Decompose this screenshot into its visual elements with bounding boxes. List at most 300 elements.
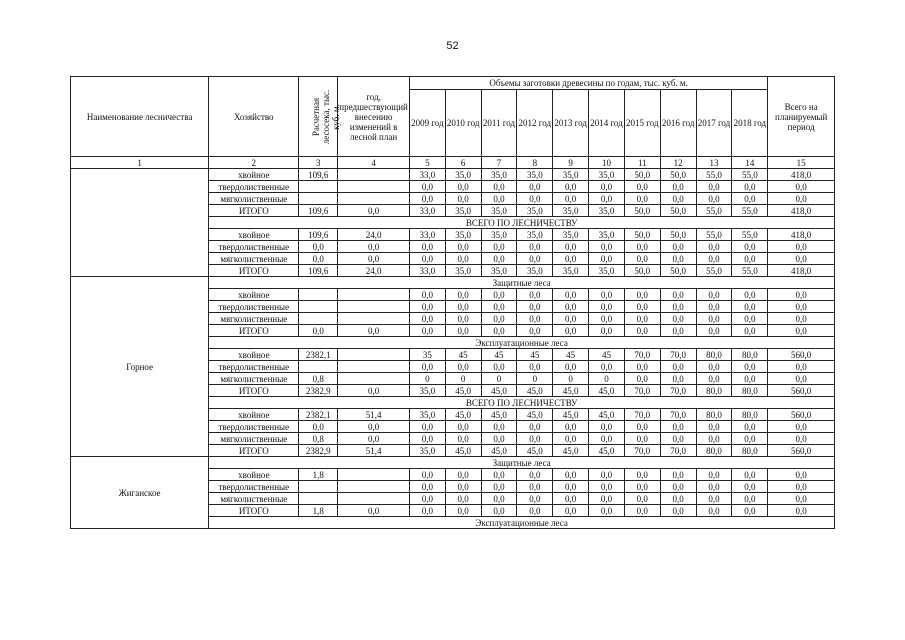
header-row-1 [71, 77, 835, 90]
year-value: 55,0 [696, 265, 732, 277]
year-value: 0,0 [517, 241, 553, 253]
species-label: твердолиственные [209, 481, 299, 493]
total-value: 0,0 [768, 373, 835, 385]
prior-year-value [338, 493, 410, 505]
total-value: 418,0 [768, 169, 835, 181]
year-value: 0,0 [624, 253, 660, 265]
year-value: 0,0 [517, 433, 553, 445]
year-value: 0,0 [481, 301, 517, 313]
year-value: 0 [409, 373, 445, 385]
year-value: 0,0 [445, 493, 481, 505]
year-value: 0,0 [481, 433, 517, 445]
year-value: 35,0 [445, 169, 481, 181]
prior-year-value: 51,4 [338, 409, 410, 421]
year-value: 0,0 [481, 313, 517, 325]
year-value: 0,0 [481, 505, 517, 517]
year-value: 0,0 [589, 241, 625, 253]
year-value: 0,0 [660, 289, 696, 301]
allowable-cut-value: 109,6 [299, 229, 338, 241]
year-value: 0,0 [589, 421, 625, 433]
year-value: 0,0 [445, 241, 481, 253]
year-value: 0,0 [696, 361, 732, 373]
total-value: 560,0 [768, 385, 835, 397]
year-value: 0 [589, 373, 625, 385]
total-value: 0,0 [768, 505, 835, 517]
year-value: 0,0 [589, 481, 625, 493]
year-value: 45,0 [553, 445, 589, 457]
year-value: 0,0 [445, 421, 481, 433]
year-value: 0,0 [624, 469, 660, 481]
year-value: 0,0 [553, 493, 589, 505]
total-value: 0,0 [768, 361, 835, 373]
prior-year-value [338, 289, 410, 301]
species-label: мягколиственные [209, 253, 299, 265]
header-year-8: 2016 год [660, 90, 696, 157]
year-value: 35,0 [553, 265, 589, 277]
year-value: 0,0 [445, 433, 481, 445]
total-value: 0,0 [768, 253, 835, 265]
column-number: 12 [660, 157, 696, 169]
year-value: 35,0 [409, 409, 445, 421]
prior-year-value [338, 301, 410, 313]
year-value: 0,0 [732, 193, 768, 205]
prior-year-value: 0,0 [338, 205, 410, 217]
year-value: 0,0 [624, 289, 660, 301]
allowable-cut-value [299, 361, 338, 373]
section-title: Эксплуатационные леса [209, 517, 835, 529]
year-value: 70,0 [624, 349, 660, 361]
year-value: 35,0 [517, 229, 553, 241]
species-label: мягколиственные [209, 313, 299, 325]
year-value: 0,0 [445, 301, 481, 313]
allowable-cut-value: 109,6 [299, 169, 338, 181]
allowable-cut-value [299, 181, 338, 193]
section-title: Защитные леса [209, 277, 835, 289]
prior-year-value: 0,0 [338, 433, 410, 445]
forestry-name: Жиганское [71, 457, 209, 529]
year-value: 0,0 [589, 505, 625, 517]
year-value: 0,0 [553, 421, 589, 433]
year-value: 0,0 [696, 193, 732, 205]
year-value: 0,0 [660, 481, 696, 493]
allowable-cut-value: 0,0 [299, 241, 338, 253]
year-value: 0,0 [624, 433, 660, 445]
species-label: мягколиственные [209, 433, 299, 445]
year-value: 0,0 [589, 181, 625, 193]
year-value: 0,0 [696, 289, 732, 301]
prior-year-value: 0,0 [338, 421, 410, 433]
year-value: 0,0 [732, 313, 768, 325]
section-title: Защитные леса [209, 457, 835, 469]
forestry-name [71, 169, 209, 277]
year-value: 0,0 [409, 253, 445, 265]
prior-year-value [338, 313, 410, 325]
year-value: 45,0 [481, 385, 517, 397]
year-value: 70,0 [624, 445, 660, 457]
allowable-cut-value: 1,8 [299, 469, 338, 481]
year-value: 80,0 [732, 445, 768, 457]
year-value: 0,0 [732, 241, 768, 253]
year-value: 0,0 [660, 193, 696, 205]
year-value: 33,0 [409, 205, 445, 217]
year-value: 0,0 [660, 361, 696, 373]
page-number: 52 [446, 40, 459, 52]
total-value: 0,0 [768, 421, 835, 433]
year-value: 35,0 [481, 205, 517, 217]
year-value: 0,0 [409, 313, 445, 325]
year-value: 0,0 [732, 361, 768, 373]
allowable-cut-value: 109,6 [299, 205, 338, 217]
total-value: 418,0 [768, 265, 835, 277]
year-value: 0,0 [660, 181, 696, 193]
allowable-cut-value [299, 193, 338, 205]
species-label: ИТОГО [209, 205, 299, 217]
year-value: 0,0 [732, 469, 768, 481]
year-value: 0,0 [409, 361, 445, 373]
year-value: 45 [553, 349, 589, 361]
year-value: 35,0 [481, 265, 517, 277]
prior-year-value [338, 361, 410, 373]
column-number: 15 [768, 157, 835, 169]
year-value: 0,0 [409, 181, 445, 193]
year-value: 35,0 [589, 205, 625, 217]
header-year-1: 2009 год [409, 90, 445, 157]
year-value: 50,0 [660, 169, 696, 181]
allowable-cut-value: 0,0 [299, 325, 338, 337]
year-value: 55,0 [732, 265, 768, 277]
total-value: 0,0 [768, 181, 835, 193]
header-volumes-group: Объемы заготовки древесины по годам, тыс. куб. м. [409, 77, 767, 90]
year-value: 50,0 [660, 205, 696, 217]
year-value: 0,0 [624, 325, 660, 337]
year-value: 0,0 [732, 289, 768, 301]
year-value: 0,0 [445, 193, 481, 205]
total-value: 0,0 [768, 301, 835, 313]
species-label: хвойное [209, 169, 299, 181]
year-value: 0,0 [696, 301, 732, 313]
year-value: 0,0 [445, 505, 481, 517]
year-value: 0,0 [553, 181, 589, 193]
year-value: 80,0 [696, 409, 732, 421]
column-number: 11 [624, 157, 660, 169]
year-value: 0,0 [696, 325, 732, 337]
column-number: 14 [732, 157, 768, 169]
year-value: 0,0 [517, 469, 553, 481]
year-value: 0,0 [553, 301, 589, 313]
year-value: 0,0 [696, 421, 732, 433]
year-value: 0,0 [481, 181, 517, 193]
table-row [71, 169, 835, 181]
header-year-3: 2011 год [481, 90, 517, 157]
year-value: 35,0 [517, 169, 553, 181]
total-value: 0,0 [768, 433, 835, 445]
year-value: 55,0 [696, 205, 732, 217]
column-number: 9 [553, 157, 589, 169]
section-row [71, 457, 835, 469]
year-value: 0,0 [517, 289, 553, 301]
year-value: 0,0 [553, 193, 589, 205]
section-title: Эксплуатационные леса [209, 337, 835, 349]
species-label: мягколиственные [209, 193, 299, 205]
year-value: 0,0 [445, 253, 481, 265]
year-value: 70,0 [660, 445, 696, 457]
prior-year-value: 0,0 [338, 253, 410, 265]
year-value: 0,0 [553, 469, 589, 481]
year-value: 0,0 [660, 253, 696, 265]
prior-year-value: 0,0 [338, 505, 410, 517]
year-value: 35,0 [553, 169, 589, 181]
species-label: ИТОГО [209, 385, 299, 397]
year-value: 0,0 [589, 469, 625, 481]
year-value: 33,0 [409, 265, 445, 277]
year-value: 0,0 [445, 325, 481, 337]
allowable-cut-value: 0,0 [299, 421, 338, 433]
total-value: 0,0 [768, 325, 835, 337]
column-number: 3 [299, 157, 338, 169]
year-value: 35,0 [553, 229, 589, 241]
year-value: 35 [409, 349, 445, 361]
allowable-cut-value: 2382,9 [299, 445, 338, 457]
year-value: 45 [589, 349, 625, 361]
year-value: 0,0 [624, 361, 660, 373]
year-value: 0,0 [660, 493, 696, 505]
year-value: 0,0 [553, 253, 589, 265]
year-value: 0,0 [660, 241, 696, 253]
prior-year-value [338, 469, 410, 481]
year-value: 0,0 [553, 313, 589, 325]
year-value: 45,0 [481, 445, 517, 457]
year-value: 0,0 [409, 481, 445, 493]
year-value: 0,0 [517, 421, 553, 433]
year-value: 50,0 [624, 169, 660, 181]
year-value: 45,0 [517, 385, 553, 397]
species-label: ИТОГО [209, 265, 299, 277]
allowable-cut-value: 0,8 [299, 433, 338, 445]
column-number: 7 [481, 157, 517, 169]
year-value: 80,0 [732, 385, 768, 397]
year-value: 0,0 [409, 469, 445, 481]
prior-year-value [338, 349, 410, 361]
total-value: 0,0 [768, 493, 835, 505]
year-value: 0,0 [409, 505, 445, 517]
year-value: 0,0 [517, 493, 553, 505]
header-year-2: 2010 год [445, 90, 481, 157]
year-value: 45,0 [445, 409, 481, 421]
year-value: 70,0 [660, 349, 696, 361]
year-value: 80,0 [732, 349, 768, 361]
header-forestry: Наименование лесничества [71, 77, 209, 157]
year-value: 35,0 [445, 205, 481, 217]
total-value: 0,0 [768, 289, 835, 301]
year-value: 0,0 [445, 313, 481, 325]
species-label: твердолиственные [209, 241, 299, 253]
header-year-5: 2013 год [553, 90, 589, 157]
year-value: 0,0 [660, 313, 696, 325]
year-value: 0,0 [481, 361, 517, 373]
year-value: 45,0 [553, 385, 589, 397]
species-label: твердолиственные [209, 181, 299, 193]
year-value: 33,0 [409, 169, 445, 181]
year-value: 0,0 [553, 505, 589, 517]
year-value: 45,0 [589, 409, 625, 421]
year-value: 35,0 [481, 169, 517, 181]
year-value: 0,0 [517, 181, 553, 193]
prior-year-value: 0,0 [338, 241, 410, 253]
year-value: 50,0 [660, 229, 696, 241]
year-value: 50,0 [624, 205, 660, 217]
species-label: хвойное [209, 349, 299, 361]
year-value: 35,0 [445, 229, 481, 241]
allowable-cut-value [299, 481, 338, 493]
column-number: 8 [517, 157, 553, 169]
total-value: 560,0 [768, 349, 835, 361]
year-value: 35,0 [445, 265, 481, 277]
year-value: 0,0 [660, 469, 696, 481]
year-value: 55,0 [696, 169, 732, 181]
allowable-cut-value [299, 289, 338, 301]
year-value: 70,0 [660, 409, 696, 421]
year-value: 45 [445, 349, 481, 361]
year-value: 35,0 [589, 229, 625, 241]
species-label: мягколиственные [209, 373, 299, 385]
prior-year-value [338, 181, 410, 193]
year-value: 0,0 [589, 325, 625, 337]
year-value: 0,0 [732, 373, 768, 385]
total-value: 0,0 [768, 313, 835, 325]
year-value: 45,0 [481, 409, 517, 421]
total-value: 0,0 [768, 481, 835, 493]
header-economy: Хозяйство [209, 77, 299, 157]
year-value: 0,0 [624, 373, 660, 385]
year-value: 50,0 [660, 265, 696, 277]
year-value: 0,0 [589, 289, 625, 301]
year-value: 80,0 [696, 349, 732, 361]
column-number: 13 [696, 157, 732, 169]
year-value: 50,0 [624, 265, 660, 277]
year-value: 0,0 [732, 505, 768, 517]
year-value: 0,0 [517, 481, 553, 493]
year-value: 0,0 [481, 241, 517, 253]
year-value: 0,0 [624, 193, 660, 205]
year-value: 0 [445, 373, 481, 385]
year-value: 70,0 [624, 385, 660, 397]
year-value: 0 [481, 373, 517, 385]
prior-year-value [338, 193, 410, 205]
allowable-cut-value: 2382,1 [299, 409, 338, 421]
species-label: хвойное [209, 469, 299, 481]
year-value: 0,0 [660, 301, 696, 313]
column-number: 10 [589, 157, 625, 169]
allowable-cut-value: 1,8 [299, 505, 338, 517]
year-value: 0,0 [732, 181, 768, 193]
header-year-10: 2018 год [732, 90, 768, 157]
column-number: 1 [71, 157, 209, 169]
year-value: 70,0 [660, 385, 696, 397]
year-value: 0,0 [589, 253, 625, 265]
prior-year-value: 0,0 [338, 325, 410, 337]
year-value: 0,0 [553, 361, 589, 373]
allowable-cut-value: 0,8 [299, 373, 338, 385]
year-value: 0,0 [481, 325, 517, 337]
year-value: 0,0 [732, 325, 768, 337]
header-total: Всего на планируемый период [768, 77, 835, 157]
year-value: 0,0 [445, 469, 481, 481]
header-year-7: 2015 год [624, 90, 660, 157]
year-value: 0,0 [624, 481, 660, 493]
header-row-numbers [71, 157, 835, 169]
species-label: твердолиственные [209, 361, 299, 373]
year-value: 0,0 [696, 505, 732, 517]
year-value: 0,0 [660, 325, 696, 337]
year-value: 80,0 [696, 445, 732, 457]
year-value: 0,0 [624, 181, 660, 193]
year-value: 35,0 [553, 205, 589, 217]
year-value: 0,0 [589, 493, 625, 505]
year-value: 0,0 [481, 493, 517, 505]
year-value: 80,0 [696, 385, 732, 397]
year-value: 0,0 [409, 433, 445, 445]
forestry-name: Горное [71, 277, 209, 457]
year-value: 45,0 [445, 445, 481, 457]
year-value: 70,0 [624, 409, 660, 421]
year-value: 0,0 [696, 493, 732, 505]
year-value: 45,0 [589, 385, 625, 397]
year-value: 0,0 [589, 433, 625, 445]
year-value: 0,0 [624, 493, 660, 505]
year-value: 0,0 [732, 433, 768, 445]
year-value: 0,0 [553, 481, 589, 493]
year-value: 0,0 [517, 313, 553, 325]
year-value: 0,0 [553, 433, 589, 445]
year-value: 55,0 [732, 205, 768, 217]
year-value: 0,0 [660, 433, 696, 445]
year-value: 45,0 [553, 409, 589, 421]
year-value: 0,0 [624, 505, 660, 517]
year-value: 0,0 [409, 241, 445, 253]
year-value: 0,0 [445, 181, 481, 193]
year-value: 0,0 [517, 505, 553, 517]
year-value: 35,0 [517, 205, 553, 217]
year-value: 0,0 [732, 493, 768, 505]
header-year-9: 2017 год [696, 90, 732, 157]
year-value: 0,0 [481, 289, 517, 301]
year-value: 55,0 [696, 229, 732, 241]
year-value: 45 [481, 349, 517, 361]
year-value: 35,0 [409, 445, 445, 457]
year-value: 0,0 [517, 253, 553, 265]
year-value: 0,0 [660, 373, 696, 385]
year-value: 0,0 [589, 301, 625, 313]
year-value: 0,0 [696, 433, 732, 445]
year-value: 35,0 [589, 265, 625, 277]
year-value: 45,0 [517, 409, 553, 421]
species-label: ИТОГО [209, 325, 299, 337]
species-label: ИТОГО [209, 505, 299, 517]
species-label: хвойное [209, 409, 299, 421]
total-value: 560,0 [768, 409, 835, 421]
year-value: 0,0 [517, 193, 553, 205]
year-value: 0,0 [409, 325, 445, 337]
prior-year-value [338, 373, 410, 385]
prior-year-value [338, 481, 410, 493]
year-value: 0,0 [696, 481, 732, 493]
allowable-cut-value [299, 313, 338, 325]
header-year-6: 2014 год [589, 90, 625, 157]
total-value: 418,0 [768, 205, 835, 217]
section-row [71, 277, 835, 289]
prior-year-value: 24,0 [338, 265, 410, 277]
year-value: 0 [553, 373, 589, 385]
